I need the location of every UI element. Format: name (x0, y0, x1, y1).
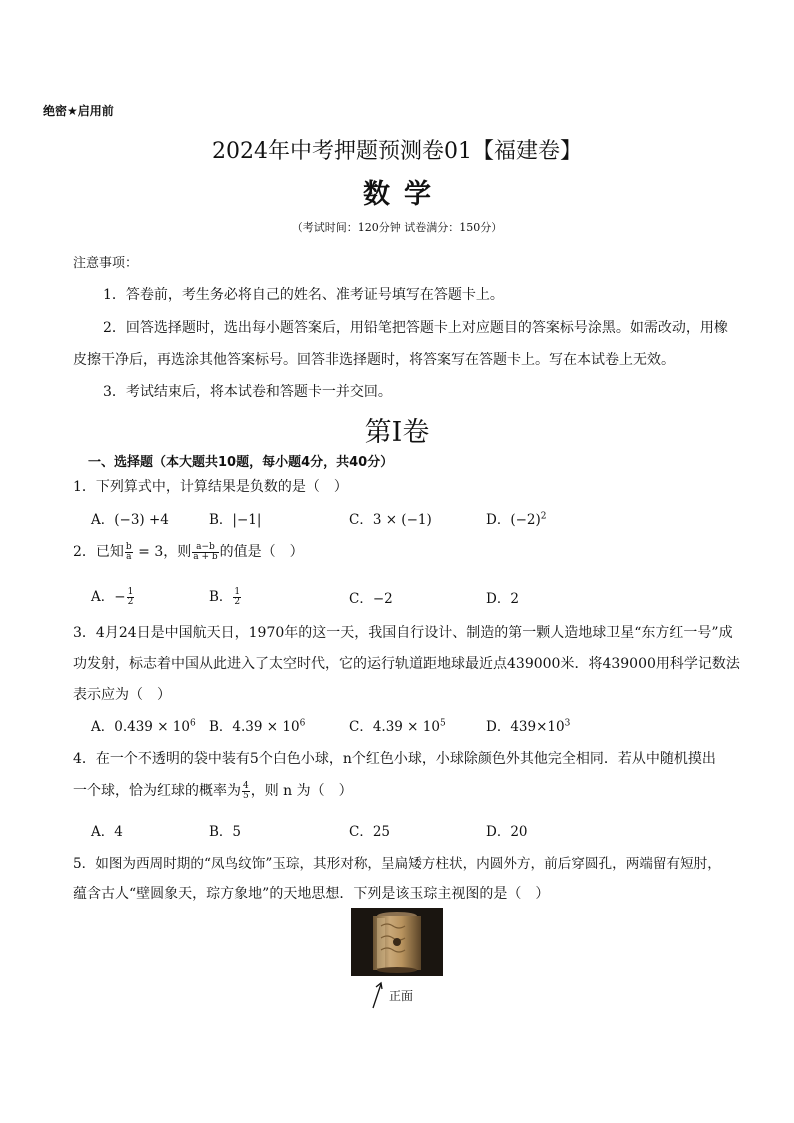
question-1-stem: 1．下列算式中，计算结果是负数的是（ ） (73, 479, 348, 495)
notice-heading: 注意事项： (73, 256, 139, 271)
q2-option-a: A．− $\frac{1}{2}$ (91, 587, 134, 607)
notice-item-3: 3．考试结束后，将本试卷和答题卡一并交回。 (103, 384, 392, 400)
volume-title: 第I卷 (364, 417, 430, 448)
confidential-label: 绝密★启用前 (43, 104, 114, 118)
notice-item-2-line-2: 皮擦干净后，再选涂其他答案标号。回答非选择题时，将答案写在答题卡上。写在本试卷上无效。 (73, 352, 675, 368)
exam-title: 2024年中考押题预测卷01【福建卷】 (212, 139, 582, 164)
question-4-line-2: 一个球，恰为红球的概率为 $\frac{4}{5}$ ，则 n 为（ ） (73, 780, 353, 801)
notice-item-2-line-1: 2．回答选择题时，选出每小题答案后，用铅笔把答题卡上对应题目的答案标号涂黑。如需改动，用橡 (103, 320, 728, 336)
fraction-b-over-a: $\frac{b}{a}$ (125, 541, 132, 562)
question-2-stem: 2．已知 $\frac{b}{a}$ = 3，则 $\frac{a-b}{a + b}$ 的值是（ ） (73, 541, 304, 562)
jade-cong-photo (351, 908, 443, 976)
question-3-line-2: 功发射，标志着中国从此进入了太空时代，它的运行轨道距地球最近点439000米．将439000用科学记数法 (73, 656, 740, 672)
arrow-up-icon (370, 980, 384, 1010)
q1-option-b: B．|−1| (209, 512, 262, 528)
exam-time-info: （考试时间：120分钟 试卷满分：150分） (291, 221, 503, 234)
q2-option-c: C．−2 (349, 591, 393, 607)
q3-option-a: A．$0.439 \times 10^6$ (91, 718, 196, 735)
q2-option-b: B． $\frac{1}{2}$ (209, 587, 241, 607)
notice-item-1: 1．答卷前，考生务必将自己的姓名、准考证号填写在答题卡上。 (103, 287, 504, 303)
q2-option-d: D．2 (486, 591, 519, 607)
section-heading: 一、选择题（本大题共10题，每小题4分，共40分） (88, 455, 394, 470)
q1-option-d: D．$(-2)^2$ (486, 511, 547, 528)
q4-option-a: A．4 (91, 824, 123, 840)
figure-caption: 正面 (389, 989, 414, 1003)
question-5-line-2: 蕴含古人“壁圆象天，琮方象地”的天地思想．下列是该玉琮主视图的是（ ） (73, 886, 550, 902)
q1-option-c: C．3 × (−1) (349, 512, 432, 528)
fraction-four-fifths: $\frac{4}{5}$ (243, 780, 249, 801)
question-5-line-1: 5．如图为西周时期的“凤鸟纹饰”玉琮，其形对称，呈扁矮方柱状，内圆外方，前后穿圆孔，两端留有短肘， (73, 856, 721, 872)
q3-option-b: B．$4.39 \times 10^6$ (209, 718, 306, 735)
subject-title: 数学 (363, 179, 445, 210)
fraction-a-minus-b-over-a-plus-b: $\frac{a-b}{a + b}$ (193, 541, 218, 562)
q1-option-a: A．(−3) +4 (91, 512, 169, 528)
q4-option-d: D．20 (486, 824, 528, 840)
q3-option-c: C．$4.39 \times 10^5$ (349, 718, 446, 735)
question-3-line-1: 3．4月24日是中国航天日，1970年的这一天，我国自行设计、制造的第一颗人造地球卫星“东方红一号”成 (73, 625, 733, 641)
question-4-line-1: 4．在一个不透明的袋中装有5个白色小球，n个红色小球，小球除颜色外其他完全相同．若从中随机摸出 (73, 751, 716, 767)
q4-option-c: C．25 (349, 824, 391, 840)
q4-option-b: B．5 (209, 824, 242, 840)
q3-option-d: D．$439\times 10^3$ (486, 718, 571, 735)
question-3-line-3: 表示应为（ ） (73, 687, 171, 703)
